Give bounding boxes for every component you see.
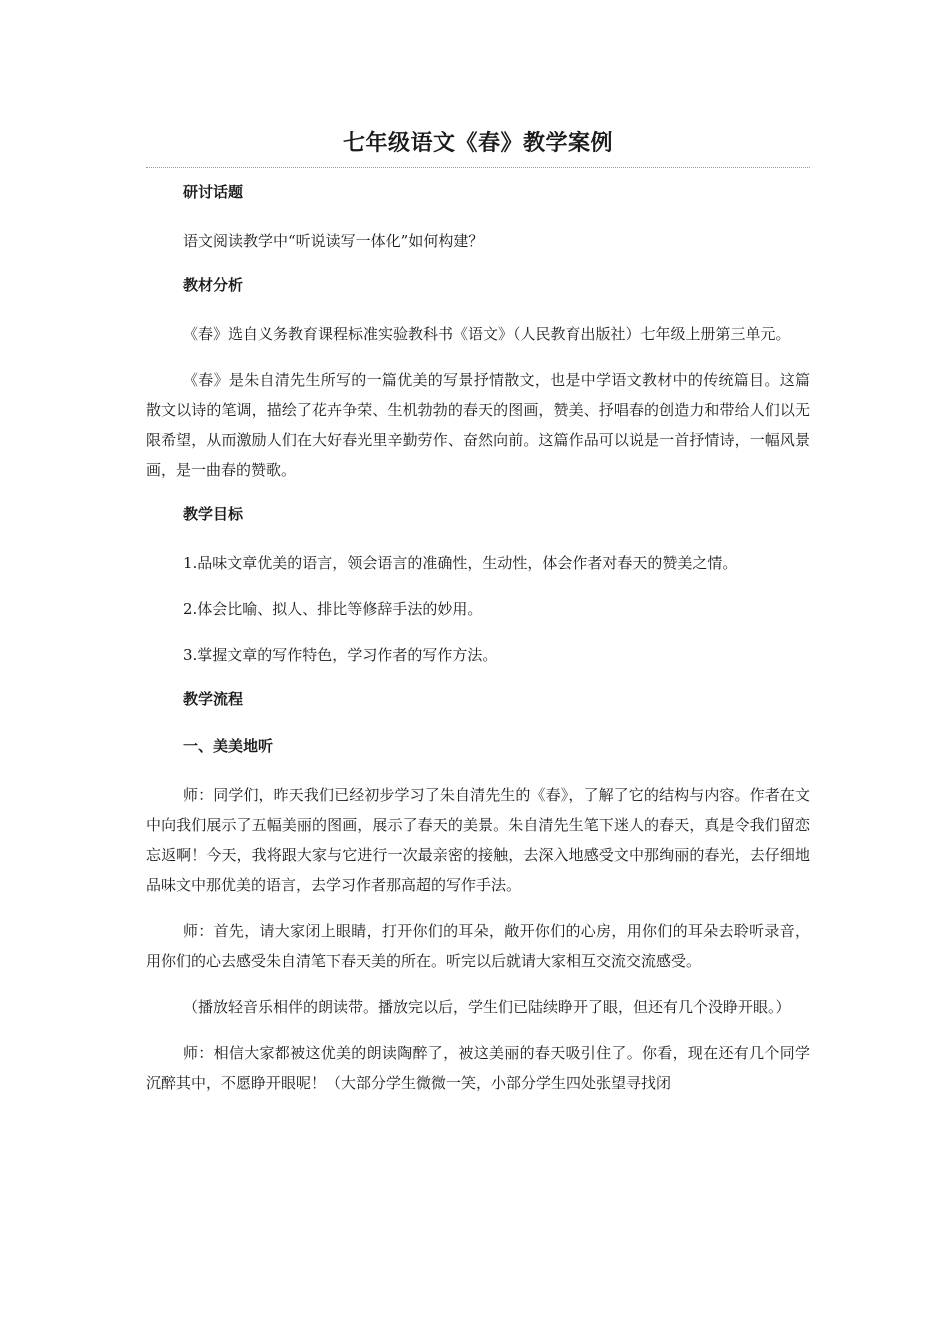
heading-process: 教学流程: [183, 690, 244, 708]
topic-text: 语文阅读教学中“听说读写一体化”如何构建？: [183, 232, 484, 250]
heading-step-1: 一、美美地听: [183, 737, 274, 755]
analysis-paragraph-2: 《春》是朱自清先生所写的一篇优美的写景抒情散文，也是中学语文教材中的传统篇目。这篇散文以诗的笔调，描绘了花卉争荣、生机勃勃的春天的图画，赞美、抒唱春的创造力和带给人们以无限希望，从而激励人们在大好春光里辛勤劳作、奋然向前。这篇作品可以说是一首抒情诗，一幅风景画，是一曲春的赞歌。: [146, 371, 810, 479]
goal-item-1: 1.品味文章优美的语言，领会语言的准确性，生动性，体会作者对春天的赞美之情。: [183, 554, 738, 572]
heading-goals: 教学目标: [183, 505, 244, 523]
document-title: 七年级语文《春》教学案例: [342, 130, 613, 156]
step1-paragraph-1: 师：同学们，昨天我们已经初步学习了朱自清先生的《春》，了解了它的结构与内容。作者在文中向我们展示了五幅美丽的图画，展示了春天的美景。朱自清先生笔下迷人的春天，真是令我们留恋忘返啊！今天，我将跟大家与它进行一次最亲密的接触，去深入地感受文中那绚丽的春光，去仔细地品味文中那优美的语言，去学习作者那高超的写作手法。: [146, 786, 810, 894]
goal-item-3: 3.掌握文章的写作特色，学习作者的写作方法。: [183, 646, 498, 664]
analysis-paragraph-1: 《春》选自义务教育课程标准实验教科书《语文》（人民教育出版社）七年级上册第三单元。: [183, 325, 791, 343]
heading-analysis: 教材分析: [183, 276, 244, 294]
document-page: [146, 126, 810, 1098]
step1-paragraph-4: 师：相信大家都被这优美的朗读陶醉了，被这美丽的春天吸引住了。你看，现在还有几个同学沉醉其中，不愿睁开眼呢！（大部分学生微微一笑，小部分学生四处张望寻找闭: [146, 1044, 810, 1092]
goal-item-2: 2.体会比喻、拟人、排比等修辞手法的妙用。: [183, 600, 483, 618]
step1-paragraph-3: （播放轻音乐相伴的朗读带。播放完以后，学生们已陆续睁开了眼，但还有几个没睁开眼。）: [183, 998, 791, 1016]
heading-topic: 研讨话题: [183, 183, 244, 201]
step1-paragraph-2: 师：首先，请大家闭上眼睛，打开你们的耳朵，敞开你们的心房，用你们的耳朵去聆听录音，用你们的心去感受朱自清笔下春天美的所在。听完以后就请大家相互交流交流感受。: [146, 922, 810, 970]
